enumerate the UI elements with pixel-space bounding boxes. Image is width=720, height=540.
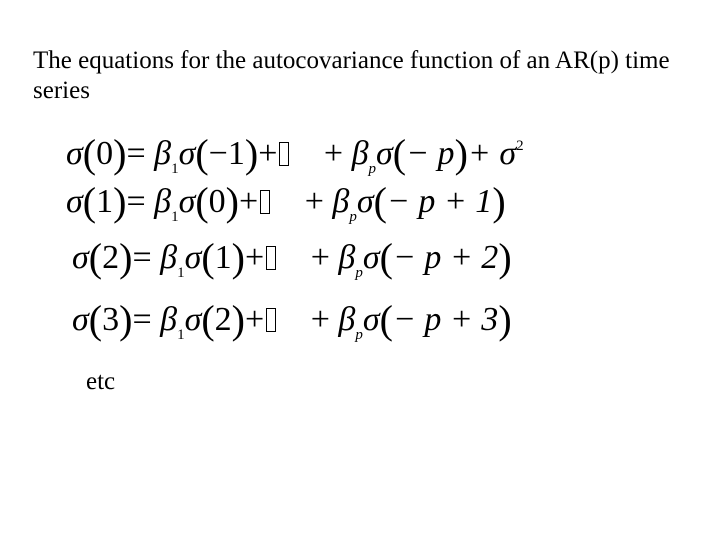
etc-label: etc — [86, 368, 116, 395]
missing-glyph-box — [260, 190, 270, 214]
equation-2: $\sigma(2)= \beta_1\sigma(1)+ + \beta_p\sigma(- p + 2)$ — [72, 235, 512, 281]
equation-0: $\sigma(0)= \beta_1\sigma(-1)+ + \beta_p\sigma(- p)+ \sigma^2$ — [66, 131, 524, 177]
missing-glyph-box — [266, 246, 276, 270]
missing-glyph-box — [279, 142, 289, 166]
slide-title: The equations for the autocovariance function of an AR(p) time series — [33, 47, 670, 104]
equation-1: $\sigma(1)= \beta_1\sigma(0)+ + \beta_p\sigma(- p + 1)$ — [66, 179, 506, 225]
missing-glyph-box — [266, 308, 276, 332]
equation-3: $\sigma(3)= \beta_1\sigma(2)+ + \beta_p\sigma(- p + 3)$ — [72, 297, 512, 343]
